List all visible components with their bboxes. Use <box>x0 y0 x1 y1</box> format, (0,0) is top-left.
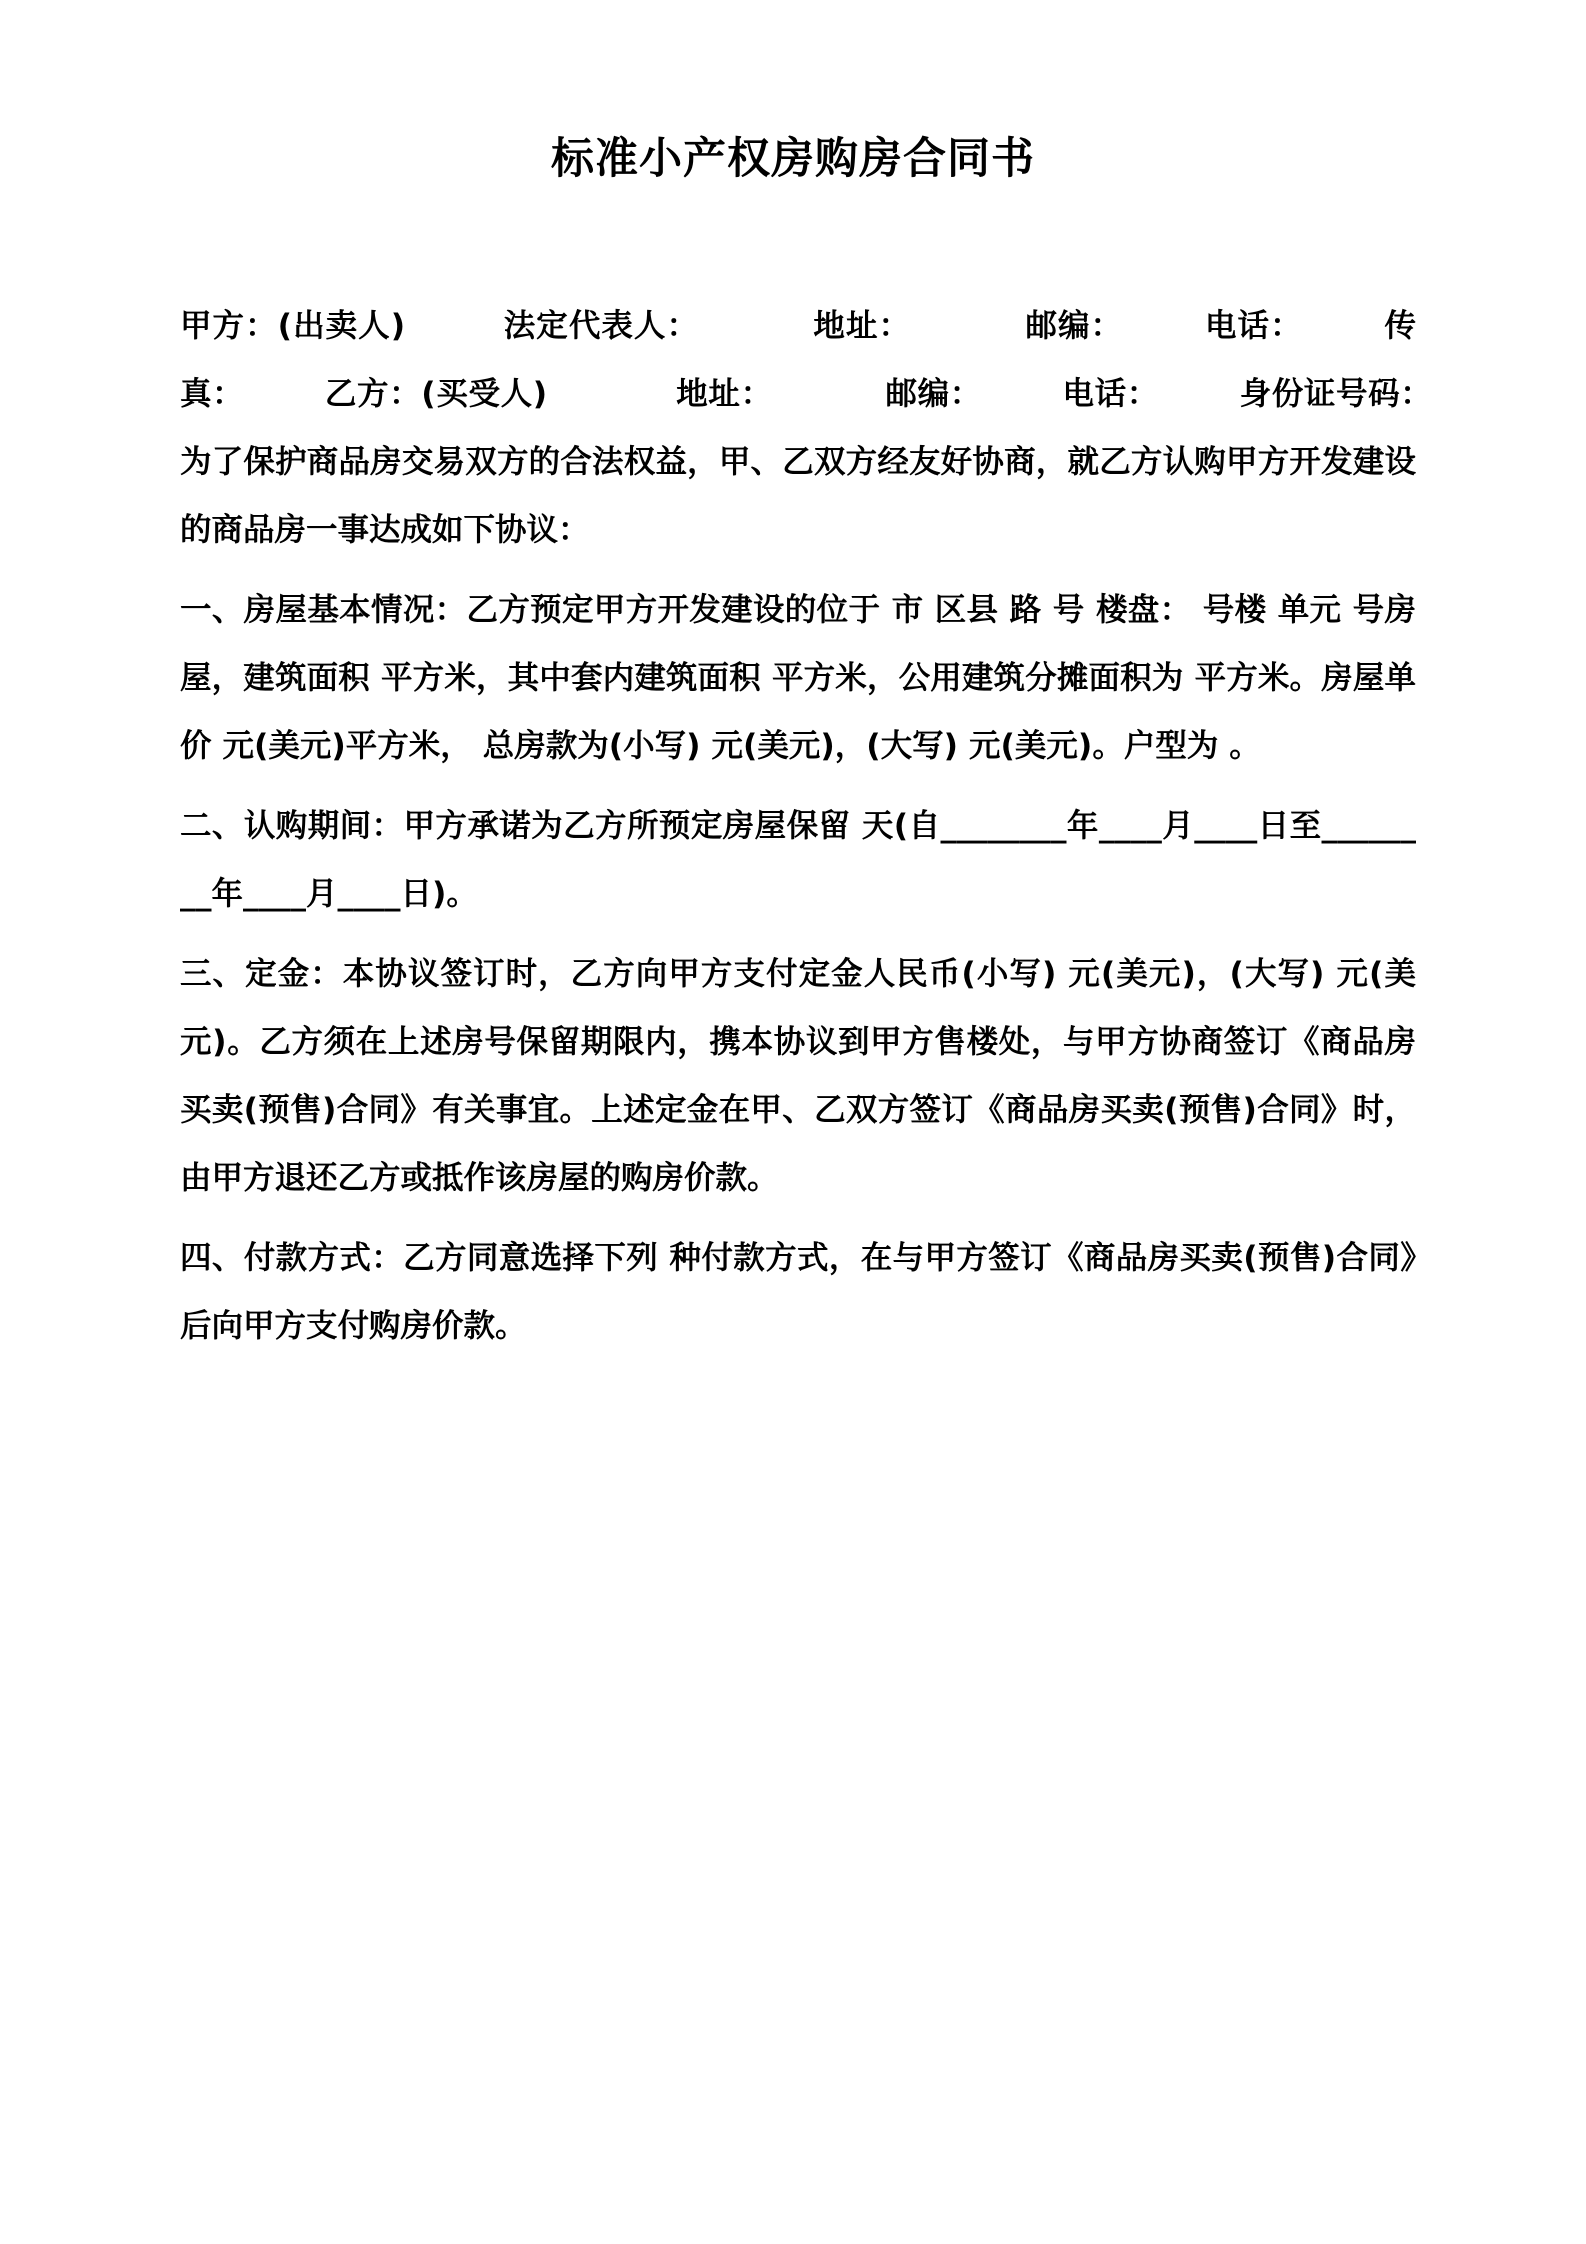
page-title: 标准小产权房购房合同书 <box>551 134 1035 184</box>
document-body <box>152 292 1511 1360</box>
paragraph-clause-one: 一、房屋基本情况：乙方预定甲方开发建设的位于 市 区县 路 号 楼盘： 号楼 单元 号房屋，建筑面积 平方米，其中套内建筑面积 平方米，公用建筑分摊面积为 平方米。房屋单价 元(美元)平方米， 总房款为(小写) 元(美元)，(大写) 元(美元)。户型为 。 <box>180 591 1416 764</box>
paragraph-clause-two: 二、认购期间：甲方承诺为乙方所预定房屋保留 天(自________年____月____日至________年____月____日)。 <box>180 807 1416 912</box>
paragraph-clause-three: 三、定金：本协议签订时，乙方向甲方支付定金人民币(小写) 元(美元)，(大写) 元(美元)。乙方须在上述房号保留期限内，携本协议到甲方售楼处，与甲方协商签订《商品房买卖(预售)合同》有关事宜。上述定金在甲、乙双方签订《商品房买卖(预售)合同》时，由甲方退还乙方或抵作该房屋的购房价款。 <box>180 955 1416 1196</box>
paragraph-clause-four: 四、付款方式：乙方同意选择下列 种付款方式，在与甲方签订《商品房买卖(预售)合同》后向甲方支付购房价款。 <box>180 1239 1416 1344</box>
paragraph-parties: 甲方：(出卖人) 法定代表人： 地址： 邮编： 电话： 传真： 乙方：(买受人) 地址： 邮编： 电话： 身份证号码： 为了保护商品房交易双方的合法权益，甲、乙双方经友好协商，就乙方认购甲方开发建设的商品房一事达成如下协议： <box>180 307 1511 548</box>
